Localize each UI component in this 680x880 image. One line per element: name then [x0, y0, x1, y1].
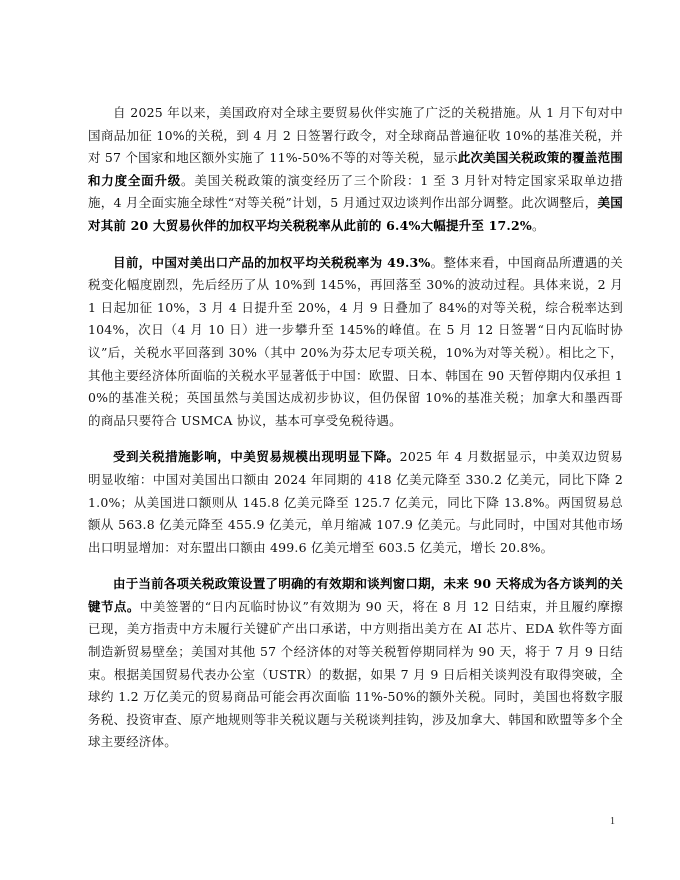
- paragraph-4: [88, 573, 623, 754]
- body-text: [88, 102, 623, 768]
- page-number: 1: [610, 816, 615, 827]
- text-run: 。整体来看，中国商品所遭遇的关税变化幅度剧烈，先后经历了从 10%到 145%，再回落至 30%的波动过程。具体来说，2 月 1 日起加征 10%，3 月 4 日提升至 20%，4 月 9 日叠加了 84%的对等关税，综合税率达到 104%，次日（4 月 10 日）进一步攀升至 145%的峰值。在 5 月 12 日签署“日内瓦临时协议”后，关税水平回落到 30%（其中 20%为芬太尼专项关税，10%为对等关税）。相比之下，其他主要经济体所面临的关税水平显著低于中国：欧盟、日本、韩国在 90 天暂停期内仅承担 10%的基准关税；英国虽然与美国达成初步协议，但仍保留 10%的基准关税；加拿大和墨西哥的商品只要符合 USMCA 协议，基本可享受免税待遇。: [88, 254, 623, 428]
- paragraph-1: [88, 102, 623, 238]
- text-run: 。美国关税政策的演变经历了三个阶段：1 至 3 月针对特定国家采取单边措施，4 月全面实施全球性“对等关税”计划，5 月通过双边谈判作出部分调整。此次调整后，: [88, 172, 623, 211]
- bold-text-run: 此次美国关税政策的覆盖范围和力度全面升级: [88, 150, 623, 188]
- bold-text-run: 目前，中国对美出口产品的加权平均关税税率为 49.3%: [113, 254, 431, 270]
- text-run: 2025 年 4 月数据显示，中美双边贸易明显收缩：中国对美国出口额由 2024 年同期的 418 亿美元降至 330.2 亿美元，同比下降 21.0%；从美国进口额则从 145.8 亿美元降至 125.7 亿美元，同比下降 13.8%。两国贸易总额从 563.8 亿美元降至 455.9 亿美元，单月缩减 107.9 亿美元。与此同时，中国对其他市场出口明显增加：对东盟出口额由 499.6 亿美元增至 603.5 亿美元，增长 20.8%。: [88, 449, 624, 555]
- bold-text-run: 由于当前各项关税政策设置了明确的有效期和谈判窗口期，未来 90 天将成为各方谈判的关键节点。: [88, 576, 623, 614]
- text-run: 自 2025 年以来，美国政府对全球主要贸易伙伴实施了广泛的关税措施。从 1 月下旬对中国商品加征 10%的关税，到 4 月 2 日签署行政令，对全球商品普遍征收 10%的基准关税，并对 57 个国家和地区额外实施了 11%-50%不等的对等关税，显示: [88, 105, 623, 166]
- paragraph-2: [88, 252, 623, 433]
- text-run: 。: [531, 217, 545, 233]
- bold-text-run: 美国对其前 20 大贸易伙伴的加权平均关税税率从此前的 6.4%大幅提升至 17.2%: [88, 195, 623, 233]
- bold-text-run: 受到关税措施影响，中美贸易规模出现明显下降。: [113, 449, 400, 465]
- paragraph-3: [88, 446, 623, 559]
- text-run: 中美签署的“日内瓦临时协议”有效期为 90 天，将在 8 月 12 日结束，并且履约摩擦已现，美方指责中方未履行关键矿产出口承诺，中方则指出美方在 AI 芯片、EDA 软件等方面制造新贸易壁垒；美国对其他 57 个经济体的对等关税暂停期同样为 90 天，将于 7 月 9 日结束。根据美国贸易代表办公室（USTR）的数据，如果 7 月 9 日后相关谈判没有取得突破，全球约 1.2 万亿美元的贸易商品可能会再次面临 11%-50%的额外关税。同时，美国也将数字服务税、投资审查、原产地规则等非关税议题与关税谈判挂钩，涉及加拿大、韩国和欧盟等多个全球主要经济体。: [88, 598, 623, 750]
